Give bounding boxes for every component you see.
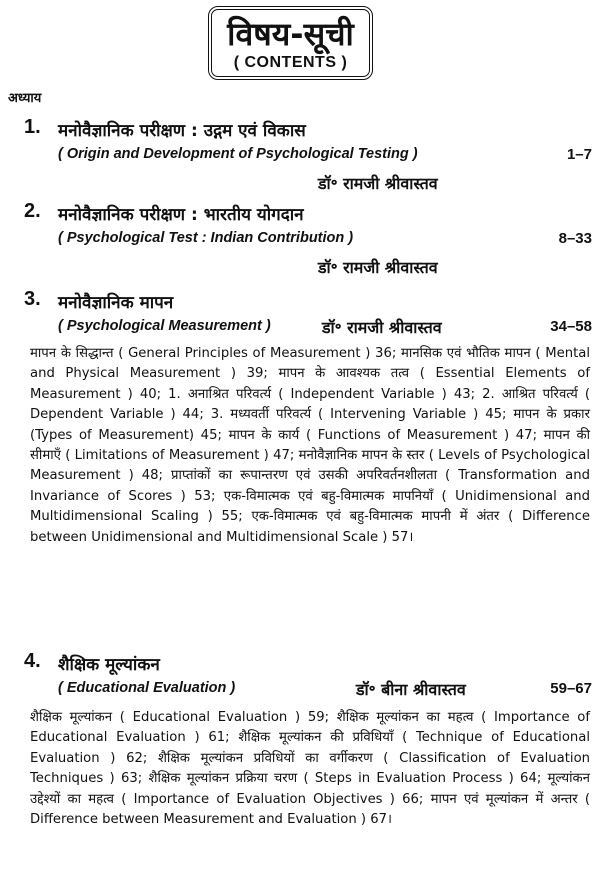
chapter-title-english: ( Origin and Development of Psychological Testing )	[58, 146, 418, 162]
chapter-title-english: ( Educational Evaluation )	[58, 680, 236, 696]
chapter-title-hindi: मनोवैज्ञानिक परीक्षण : उद्गम एवं विकास	[58, 121, 306, 141]
chapter-number: 4.	[24, 650, 41, 672]
chapter-title-hindi: शैक्षिक मूल्यांकन	[58, 655, 160, 675]
contents-title-box	[208, 6, 373, 80]
chapter-title-english: ( Psychological Measurement )	[58, 318, 271, 334]
chapter-summary: शैक्षिक मूल्यांकन ( Educational Evaluation ) 59; शैक्षिक मूल्यांकन का महत्व ( Importance of Educational Evaluation ) 61; शैक्षिक मूल्यांकन की प्रविधियाँ ( Technique of Educational Evaluation ) 62; शैक्षिक मूल्यांकन प्रविधियों का वर्गीकरण ( Classification of Evaluation Techniques ) 63; शैक्षिक मूल्यांकन प्रक्रिया चरण ( Steps in Evaluation Process ) 64; मूल्यांकन उद्देश्यों का महत्व ( Importance of Evaluation Objectives ) 66; मापन एवं मूल्यांकन में अन्तर ( Difference between Measurement and Evaluation ) 67।	[30, 710, 590, 828]
chapter-number: 2.	[24, 200, 41, 222]
chapter-author: डॉ॰ रामजी श्रीवास्तव	[318, 174, 438, 193]
chapter-author: डॉ॰ बीना श्रीवास्तव	[356, 680, 466, 699]
chapter-author: डॉ॰ रामजी श्रीवास्तव	[318, 258, 438, 277]
chapter-title-english: ( Psychological Test : Indian Contribution )	[58, 230, 354, 246]
chapter-column-label: अध्याय	[8, 91, 42, 106]
chapter-summary: मापन के सिद्धान्त ( General Principles of Measurement ) 36; मानसिक एवं भौतिक मापन ( Mental and Physical Measurement ) 39; मापन के आवश्यक तत्व ( Essential Elements of Measurement ) 40; 1. अनाश्रित परिवर्त्य ( Independent Variable ) 43; 2. आश्रित परिवर्त्य ( Dependent Variable ) 44; 3. मध्यवर्ती परिवर्त्य ( Intervening Variable ) 45; मापन के प्रकार (Types of Measurement) 45; मापन के कार्य ( Functions of Measurement ) 47; मापन की सीमाएँ ( Limitations of Measurement ) 47; मनोवैज्ञानिक मापन के स्तर ( Levels of Psychological Measurement ) 48; प्राप्तांकों का रूपान्तरण एवं उसकी अपरिवर्तनशीलता ( Transformation and Invariance of Scores ) 53; एक-विमात्मक एवं बहु-विमात्मक मापनियाँ ( Unidimensional and Multidimensional Scaling ) 55; एक-विमात्मक एवं बहु-विमात्मक मापनी में अंतर ( Difference between Unidimensional and Multidimensional Scale ) 57।	[30, 346, 590, 545]
chapter-title-hindi: मनोवैज्ञानिक मापन	[58, 293, 174, 313]
chapter-title-hindi: मनोवैज्ञानिक परीक्षण : भारतीय योगदान	[58, 205, 304, 225]
chapter-number: 1.	[24, 116, 41, 138]
chapter-page-range: 1–7	[566, 146, 592, 163]
chapter-page-range: 34–58	[550, 318, 592, 335]
chapter-author: डॉ॰ रामजी श्रीवास्तव	[322, 318, 442, 337]
chapter-page-range: 8–33	[558, 230, 592, 247]
chapter-page-range: 59–67	[550, 680, 592, 697]
page-title-english: ( CONTENTS )	[233, 54, 348, 71]
page-title-hindi: विषय-सूची	[227, 15, 354, 53]
chapter-number: 3.	[24, 288, 41, 310]
